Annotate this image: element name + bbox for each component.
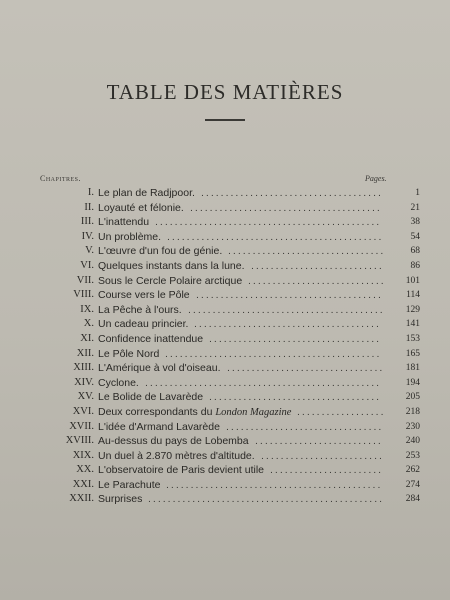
page-number: 68 [410,246,420,257]
leader-dots: ........................... [251,259,384,272]
page-number: 218 [405,406,420,417]
leader-dots: ................................................ [148,493,385,506]
chapter-number: VI. [80,259,94,271]
chapter-title [98,492,142,507]
chapter-number: III. [80,216,94,228]
leader-dots: ...................................... [194,318,381,331]
chapter-title-text: Surprises [98,493,143,506]
toc-row [20,463,420,478]
page-number: 230 [405,421,420,432]
toc-row [20,201,420,216]
leader-dots: ..................................... [201,187,383,199]
toc-row [20,230,420,245]
toc-row [20,288,420,303]
leader-dots: ................................... [209,332,382,345]
leader-dots: .......................... [255,435,383,448]
chapter-number: XVII. [69,420,94,432]
chapter-title-text: Le plan de Radjpoor. [98,187,195,199]
toc-row [20,449,420,464]
toc-row [20,274,420,289]
leader-dots: ............................................ [166,478,383,491]
chapter-title [98,274,242,289]
chapter-title-text: La Pêche à l'ours. [98,303,182,316]
chapter-title [98,405,291,421]
toc-row [20,434,420,449]
chapter-number: XVI. [72,405,94,417]
chapter-number: I. [87,187,94,198]
page-number: 54 [410,231,420,242]
page-number: 21 [410,202,420,213]
chapter-title [98,244,222,259]
leader-dots: ............................................ [167,230,384,243]
page-number: 240 [405,436,420,447]
chapter-title-text: L'œuvre d'un fou de génie. [98,245,223,258]
leader-dots: ............................................ [165,347,382,360]
page-number: 262 [405,465,420,476]
chapter-title [98,288,190,303]
toc-row [20,332,420,347]
toc-row [20,420,420,435]
chapter-title [98,478,160,493]
chapter-title [98,230,161,245]
chapter-title-text: Un problème. [98,230,162,243]
chapter-number: V. [85,245,94,257]
chapter-title [98,390,203,405]
chapter-number: XV. [77,391,94,403]
chapter-number: VII. [76,274,94,286]
chapter-number: XIX. [72,449,94,461]
toc-row [20,317,420,332]
chapter-title [98,361,221,376]
page-number: 165 [405,348,420,359]
chapter-number: XIII. [73,362,94,374]
leader-dots: ................................ [226,420,384,433]
leader-dots: ................................ [228,245,386,258]
page-number: 141 [405,319,420,330]
chapter-title [98,303,182,318]
chapter-title-text: Le Parachute [98,478,161,491]
toc-row [20,347,420,362]
toc-row [20,259,420,274]
page-number: 1 [415,188,420,198]
toc-row [20,390,420,405]
chapter-title [98,376,139,391]
chapter-title-text: L'inattendu [98,216,150,229]
leader-dots: .............................................. [155,216,382,229]
chapter-title [98,186,195,201]
chapter-number: VIII. [73,289,94,301]
page-number: 38 [410,217,420,228]
chapter-title [98,259,245,274]
chapter-number: XII. [76,347,94,359]
toc-row [20,376,420,391]
leader-dots: ....................................... [190,201,382,214]
toc-row [20,361,420,376]
leader-dots: ................................... [209,391,382,404]
toc-row [20,492,420,507]
leader-dots: .................. [297,405,386,418]
toc-row [20,405,420,420]
page-number: 274 [405,479,420,490]
page-number: 129 [405,304,420,315]
chapter-title-text: L'Amérique à vol d'oiseau. [98,362,221,375]
pages-header: Pages. [365,174,387,183]
toc-row [20,478,420,493]
chapter-title [98,434,249,449]
chapter-title [98,420,220,435]
chapter-title [98,201,184,216]
chapter-title-text: Au-dessus du pays de Lobemba [98,435,249,448]
page-number: 253 [405,450,420,461]
chapter-title-text: Deux correspondants du [98,405,216,418]
toc-row [20,244,420,259]
chapter-title-text: Cyclone. [98,376,139,389]
chapter-title-text: Confidence inattendue [98,332,204,345]
leader-dots: ................................................ [145,376,382,389]
chapter-title-text: Un cadeau princier. [98,318,189,331]
chapter-number: XI. [80,332,94,344]
chapter-number: IV. [81,230,94,242]
chapter-number: II. [84,201,94,213]
chapter-title [98,449,255,464]
page-number: 86 [410,260,420,271]
leader-dots: ....................... [270,464,384,477]
leader-dots: ......................... [261,449,384,462]
title-rule [205,119,245,121]
chapter-title-text: Un duel à 2.870 mètres d'altitude. [98,449,255,462]
chapter-title [98,332,203,347]
chapter-number: XVIII. [65,435,94,447]
chapter-title [98,463,264,478]
chapter-title-text: Loyauté et félonie. [98,201,184,214]
chapter-title-text: Sous le Cercle Polaire arctique [98,274,243,287]
page-number: 153 [405,333,420,344]
chapter-title-text: Course vers le Pôle [98,289,190,302]
leader-dots: ............................ [248,274,386,287]
page-number: 284 [405,494,420,505]
chapter-number: XXII. [69,493,94,505]
leader-dots: ...................................... [196,289,383,302]
chapter-number: X. [83,318,94,330]
page-number: 194 [405,377,420,388]
chapter-title-text: Le Pôle Nord [98,347,160,360]
chapter-number: XXI. [72,478,94,490]
chapter-title-text: L'idée d'Armand Lavarède [98,420,220,433]
chapter-number: XX. [76,464,94,476]
chapter-number: XIV. [74,376,94,388]
table-of-contents [20,186,420,507]
page-number: 205 [405,392,420,403]
chapter-title-italic: London Magazine [215,406,292,418]
chapter-title [98,215,149,230]
chapter-number: IX. [80,303,94,315]
toc-row [20,186,420,201]
toc-row [20,215,420,230]
chapter-title-text: Quelques instants dans la lune. [98,259,245,272]
leader-dots: ........................................ [188,303,385,316]
chapter-title-text: Le Bolide de Lavarède [98,391,204,404]
page-title: TABLE DES MATIÈRES [106,80,344,104]
chapter-title [98,347,159,362]
leader-dots: ................................ [227,362,385,375]
page-number: 181 [405,363,420,374]
page-number: 101 [405,275,420,286]
toc-row [20,303,420,318]
chapters-header: Chapitres. [40,174,82,183]
chapter-title [98,317,188,332]
page-number: 114 [406,290,420,301]
chapter-title-text: L'observatoire de Paris devient utile [98,464,265,477]
